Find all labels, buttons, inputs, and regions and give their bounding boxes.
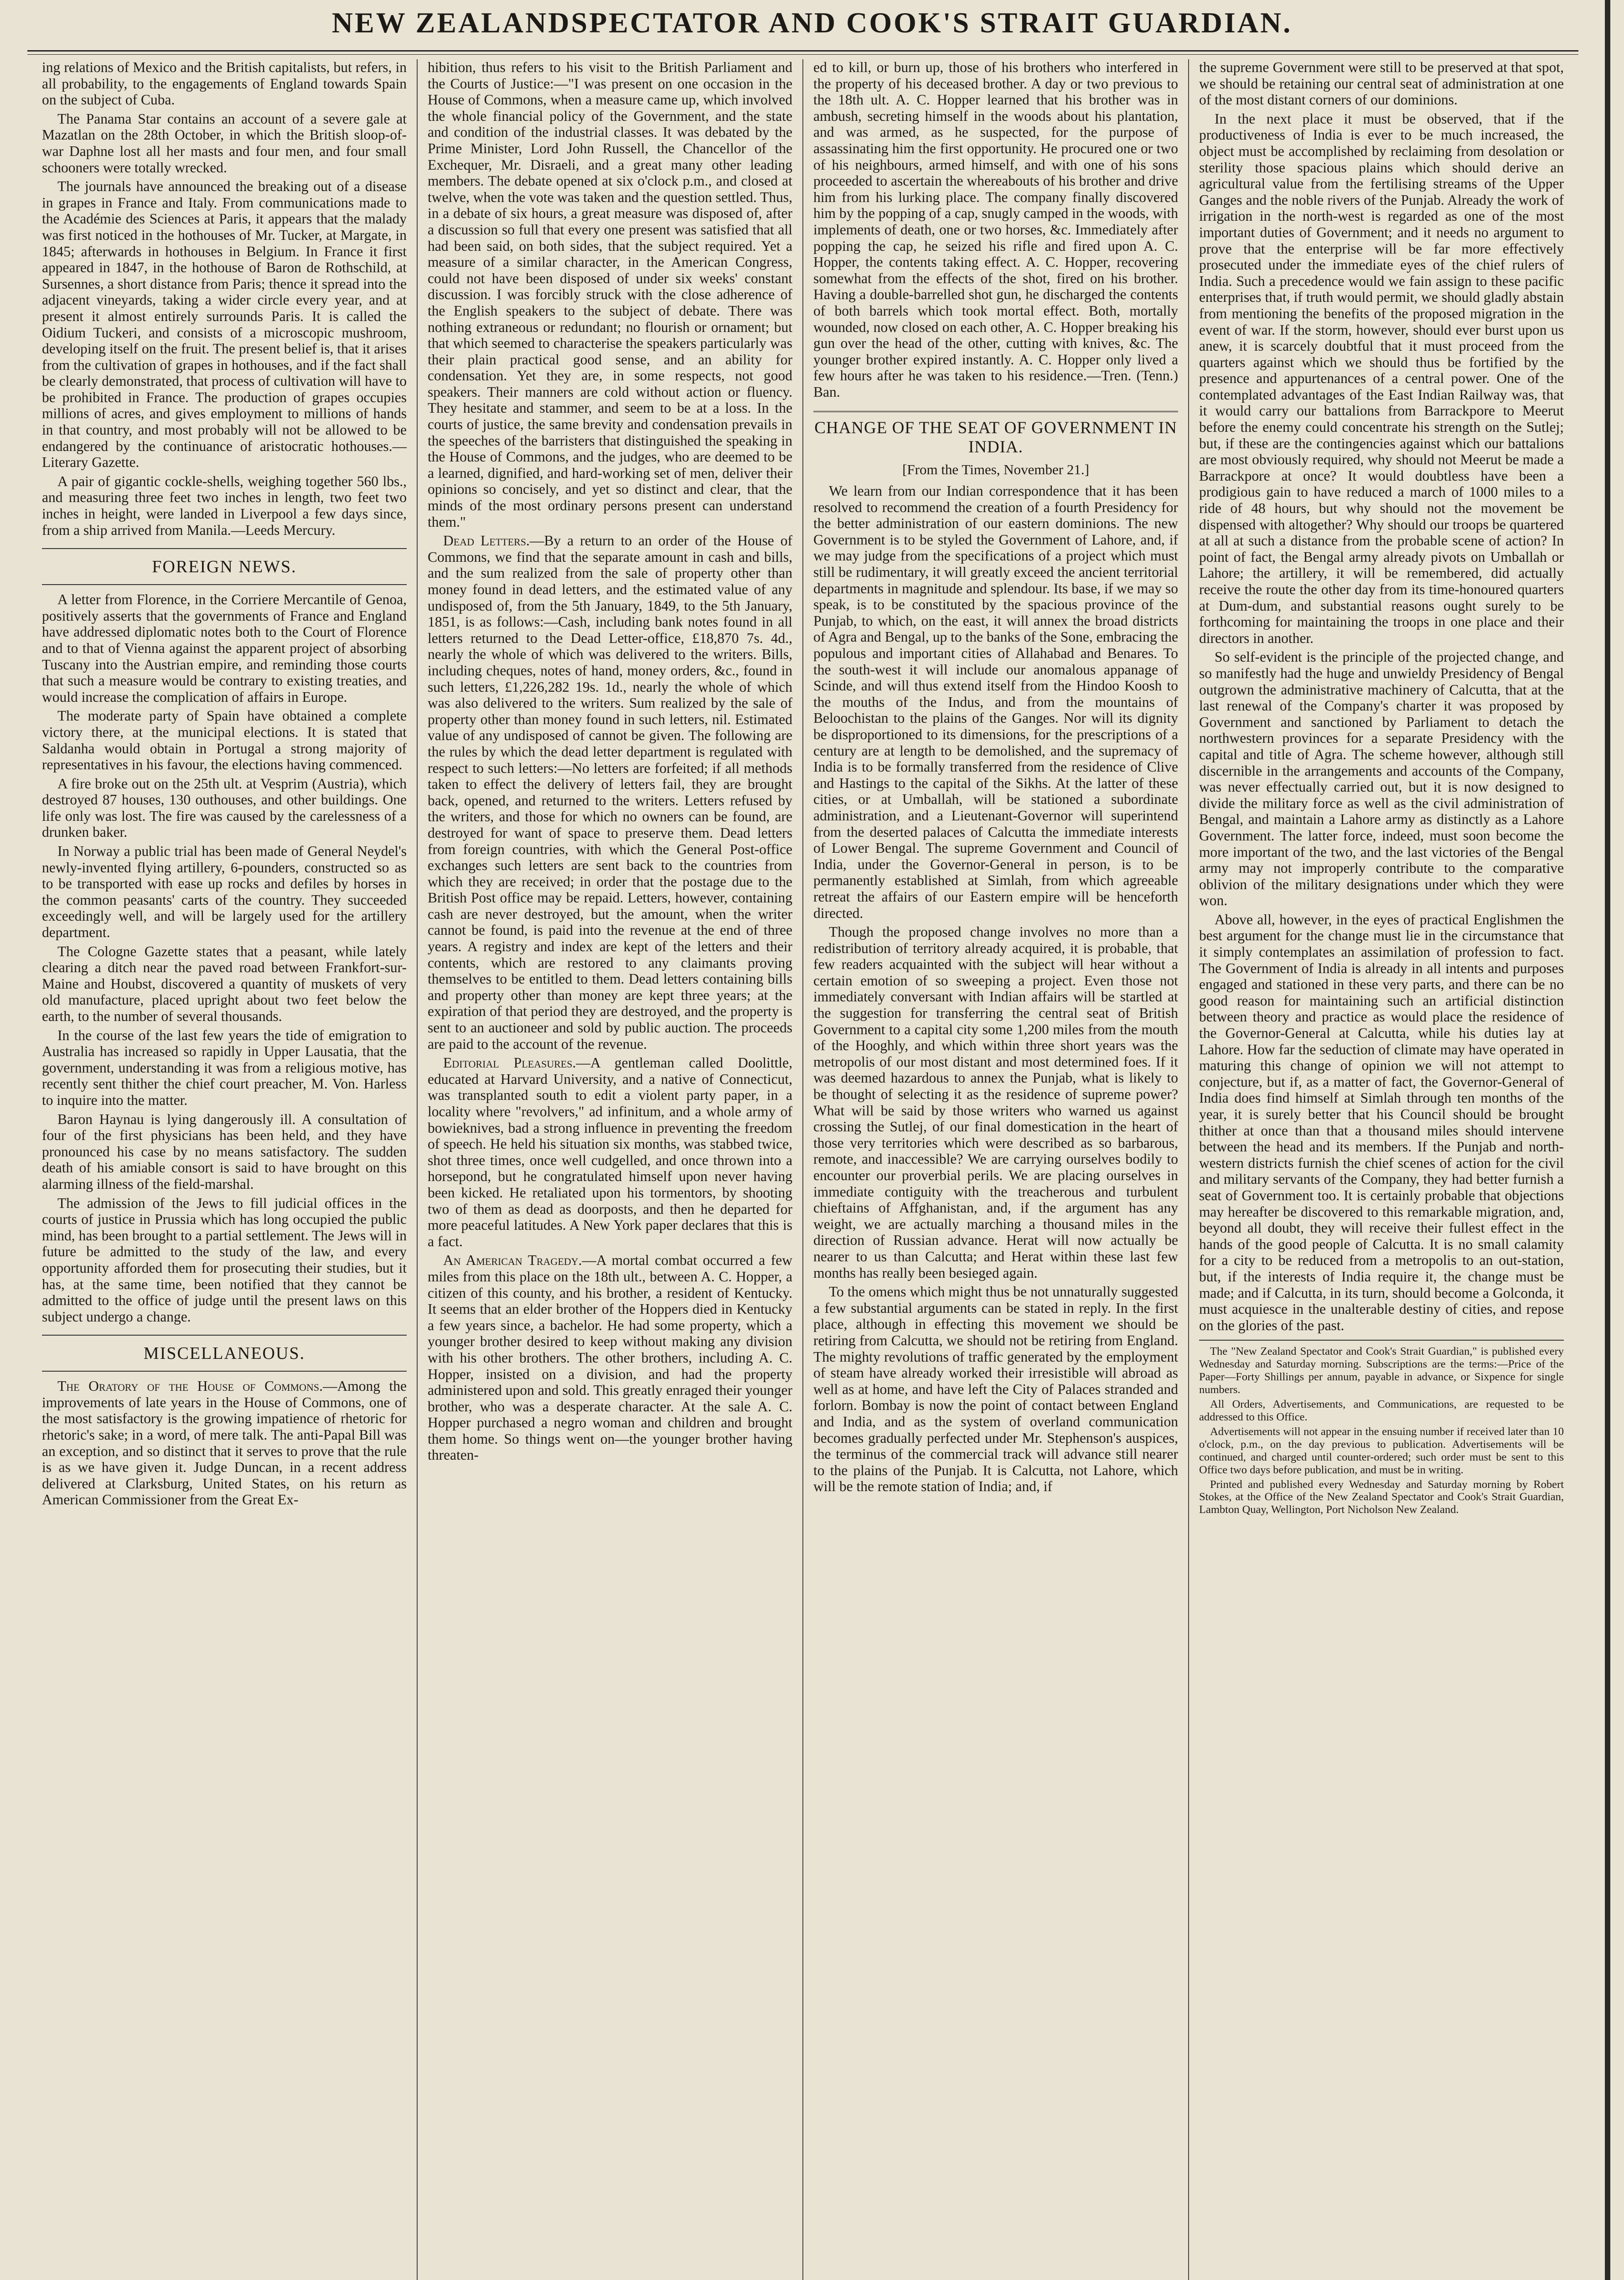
paragraph: hibition, thus refers to his visit to the British Parliament and the Courts of Justice:—"I was present on one occasion in the House of Commons, when a measure came up, which involved the whole financial policy of the Government, and the state and condition of the industrial classes. It was debated by the Prime Minister, Lord John Russell, the Chancellor of the Exchequer, Mr. Disraeli, and a great many other leading members. The debate opened at six o'clock p.m., and closed at twelve, when the vote was taken and the question settled. Thus, in a debate of six hours, a great measure was disposed of, after a discussion so full that every one present was satisfied that all had been said, on both sides, that the subject required. Yet a measure of a similar character, in the American Congress, could not have been disposed of under six weeks' constant discussion. I was forcibly struck with the close adherence of the English speakers to the subject of debate. There was nothing extraneous or redundant; no flourish or ornament; but that which seemed to characterise the speakers particularly was their plain practical good sense, and an ability for condensation. Yet they are, in some respects, not good speakers. Their manners are cold without action or fluency. They hesitate and stammer, and seem to be at a loss. In the courts of justice, the same brevity and condensation prevails in the speeches of the barristers that distinguished the speaking in the House of Commons, and the judges, who are deemed to be a learned, dignified, and hard-working set of men, deliver their opinions so concisely, and yet so distinct and clear, that the minds of the most ordinary persons present can understand them." (428, 59, 792, 530)
article-source: [From the Times, November 21.] (902, 461, 1089, 478)
section-heading-foreign-news: FOREIGN NEWS. (42, 548, 407, 585)
article-title-change-of-seat: CHANGE OF THE SEAT OF GOVERNMENT IN INDIA. (813, 411, 1178, 457)
column-1 (32, 59, 418, 2280)
paragraph: A letter from Florence, in the Corriere Mercantile of Genoa, positively asserts that the governments of France and England have addressed diplomatic notes both to the Court of Florence and to that of Vienna against the apparent project of absorbing Tuscany into the Austrian empire, and reminding those courts that such a measure would be contrary to existing treaties, and would increase the complication of affairs in Europe. (42, 591, 407, 705)
paragraph: We learn from our Indian correspondence that it has been resolved to recommend the creation of a fourth Presidency for the better administration of our eastern dominions. The new Government is to be styled the Government of Lahore, and, if we may judge from the specifications of a project which must still be rudimentary, it will greatly exceed the ancient territorial departments in magnitude and splendour. Its base, if we may so speak, is to be constituted by the spacious province of the Punjab, to which, on the east, it will annex the broad districts of Agra and Bengal, up to the banks of the Sone, embracing the populous and important cities of Allahabad and Benares. To the south-west it will include our anomalous appanage of Scinde, and will thus extend itself from the Hindoo Koosh to the mouths of the Indus, and from the mountains of Beloochistan to the plains of the Ganges. Nor will its dignity be disproportioned to its dimensions, for the prescriptions of a century are at length to be demolished, and the supremacy of India is to be formally transferred from the residence of Clive and Hastings to the capital of the Sikhs. At the latter of these cities, or at Umballah, will be stationed a subordinate administration, and a Lieutenant-Governor will superintend from the deserted palaces of Calcutta the immediate interests of Lower Bengal. The supreme Government and Council of India, under the Governor-General in person, is to be permanently established at Simlah, from which agreeable retreat the affairs of our Eastern empire will be henceforth directed. (813, 483, 1178, 921)
paragraph: the supreme Government were still to be preserved at that spot, we should be retaining our central seat of administration at one of the most distant corners of our dominions. (1199, 59, 1564, 108)
paragraph: The journals have announced the breaking out of a disease in grapes in France and Italy. From communications made to the Académie des Sciences at Paris, it appears that the malady was first noticed in the hothouses of Mr. Tucker, at Margate, in 1845; afterwards in hothouses in Belgium. In France it first appeared in 1847, in the hothouse of Baron de Rothschild, at Sursennes, a short distance from Paris; thence it spread into the adjacent vineyards, taking a wider circle every year, and at present it almost entirely surrounds Paris. It is called the Oidium Tuckeri, and consists of a microscopic mushroom, developing itself on the fruit. The present belief is, that it arises from the cultivation of grapes in hothouses, and if the fact shall be clearly demonstrated, that process of cultivation will have to be prohibited in France. The production of grapes occupies millions of acres, and gives employment to millions of hands in that country, and most probably will not be allowed to be endangered by the continuance of aristocratic hothouses.—Literary Gazette. (42, 178, 407, 471)
paragraph (428, 1055, 792, 1249)
paragraph-body: —A gentleman called Doolittle, educated at Harvard University, and a native of Connecticut, was transplanted south to edit a violent party paper, in a locality where "revolvers," ad infinitum, and a whole army of bowieknives, bad a strong influence in preventing the freedom of speech. He held his situation six months, was stabbed twice, shot three times, once well cudgelled, and once thrown into a horsepond, but he congratulated himself upon never having been kicked. He retaliated upon his tormentors, by shooting two of them as dead as doorposts, and then he departed for more peaceful latitudes. A New York paper declares that this is a fact. (428, 1055, 792, 1249)
paragraph: The admission of the Jews to fill judicial offices in the courts of justice in Prussia which has long occupied the public mind, has been brought to a partial settlement. The Jews will in future be admitted to the study of the law, and every opportunity afforded them for prosecuting their studies, but it has, at the same time, been notified that they cannot be admitted to the office of judge until the present laws on this subject undergo a change. (42, 1195, 407, 1325)
paragraph (428, 533, 792, 1052)
publication-imprint (1199, 1340, 1564, 1516)
masthead-title: NEW ZEALANDSPECTATOR AND COOK'S STRAIT GUARDIAN. (331, 6, 1293, 39)
paragraph-lead: The Oratory of the House of Commons. (57, 1378, 323, 1394)
paragraph (42, 1378, 407, 1508)
masthead-rule (27, 50, 1578, 55)
column-2 (418, 59, 803, 2280)
paragraph: The moderate party of Spain have obtained a complete victory there, at the municipal elections. It is stated that Saldanha would obtain in Portugal a strong majority of representatives in his favour, the elections having commenced. (42, 708, 407, 773)
paragraph: ing relations of Mexico and the British capitalists, but refers, in all probability, to the engagements of England towards Spain on the subject of Cuba. (42, 59, 407, 108)
paragraph-lead: Dead Letters. (443, 533, 530, 549)
imprint-paragraph: The "New Zealand Spectator and Cook's Strait Guardian," is published every Wednesday and Saturday morning. Subscriptions are the terms:—Price of the Paper—Forty Shillings per annum, payable in advance, or Sixpence for single numbers. (1199, 1345, 1564, 1396)
columns (32, 59, 1574, 2280)
paragraph: A pair of gigantic cockle-shells, weighing together 560 lbs., and measuring three feet two inches in length, two feet two inches in height, were landed in Liverpool a few days since, from a ship arrived from Manila.—Leeds Mercury. (42, 473, 407, 538)
paragraph: Baron Haynau is lying dangerously ill. A consultation of four of the first physicians has been held, and they have pronounced his case by no means satisfactory. The sudden death of his amiable consort is said to have brought on this alarming illness of the field-marshal. (42, 1111, 407, 1192)
page-edge-shadow (1605, 0, 1610, 2280)
imprint-paragraph: All Orders, Advertisements, and Communications, are requested to be addressed to this Office. (1199, 1398, 1564, 1423)
paragraph: Above all, however, in the eyes of practical Englishmen the best argument for the change must lie in the circumstance that it simply contemplates an assimilation of profession to fact. The Government of India is already in all intents and purposes engaged and stationed in these very parts, and there can be no good reason for maintaining such an artificial distinction between theory and practice as would place the residence of the Governor-General at Calcutta, while his duties lay at Lahore. How far the seduction of climate may have operated in maturing this change of opinion we will not attempt to conjecture, but if, as a matter of fact, the Governor-General of India does find himself at Simlah through ten months of the year, it is surely better that his Council should be brought thither at once than that a thousand miles should intervene between the head and its members. If the Punjab and north-western districts furnish the chief scenes of action for the civil and military servants of the Company, they had better furnish a seat of Government too. It is certainly probable that objections may hereafter be discovered to this remarkable migration, and, beyond all doubt, they will receive their fullest effect in the hands of the good people of Calcutta. It is no small calamity for a city to be reduced from a metropolis to an out-station, but, if the interests of India require it, the change must be made; and if Calcutta, in its turn, should become a Golconda, it must acquiesce in the unalterable destiny of cities, and repose on the glories of the past. (1199, 911, 1564, 1333)
masthead (0, 5, 1624, 41)
paragraph: Though the proposed change involves no more than a redistribution of territory already acquired, it is probable, that few readers acquainted with the subject will hear without a certain emotion of so sweeping a project. Even those not immediately conversant with Indian affairs will be startled at the suggestion for transferring the central seat of British Government to a capital city some 1,200 miles from the mouth of the Hooghly, and which within three short years was the metropolis of our most distant and most determined foes. If it was deemed hazardous to annex the Punjab, what is likely to be thought of selecting it as the residence of supreme power? What will be said by those writers who warned us against crossing the Sutlej, of our final domestication in the heart of those very territories which were described as so barbarous, remote, and inaccessible? We are carrying ourselves bodily to encounter our proverbial perils. We are placing ourselves in immediate contiguity with the treacherous and turbulent chieftains of Affghanistan, and, if the argument has any weight, we are actually marching a thousand miles in the direction of Russian advance. Herat will now actually be nearer to us than Calcutta; and Herat within these last few months has really been besieged again. (813, 924, 1178, 1281)
imprint-paragraph: Advertisements will not appear in the ensuing number if received later than 10 o'clock, p.m., on the day previous to publication. Advertisements will be continued, and charged until counter-ordered; such order must be sent to this Office two days before publication, and must be in writing. (1199, 1425, 1564, 1476)
paragraph-lead: Editorial Pleasures. (443, 1055, 576, 1071)
paragraph-body: —A mortal combat occurred a few miles from this place on the 18th ult., between A. C. Hopper, a citizen of this county, and his brother, a resident of Kentucky. It seems that an elder brother of the Hoppers died in Kentucky a few years since, a bachelor. He had some property, which a younger brother desired to keep without making any division with his other brothers. The other brothers, including A. C. Hopper, insisted on a division, and had the property administered upon and sold. This greatly enraged their younger brother, who was a desperate character. At the sale A. C. Hopper purchased a negro woman and children and brought them home. So things went on—the younger brother having threaten- (428, 1252, 793, 1463)
paragraph: In Norway a public trial has been made of General Neydel's newly-invented flying artillery, 6-pounders, constructed so as to be transported with ease up rocks and defiles by horses in the common peasants' carts of the country. They succeeded exceedingly well, and will be largely used for the artillery department. (42, 843, 407, 941)
paragraph-body: —By a return to an order of the House of Commons, we find that the separate amount in cash and bills, and the sum realized from the sale of property other than money found in dead letters, and the estimated value of any undisposed of, from the 5th January, 1849, to the 5th January, 1851, is as follows:—Cash, including bank notes found in all letters returned to the Dead Letter-office, £18,870 7s. 4d., nearly the whole of which was delivered to the writers. Bills, including cheques, notes of hand, money orders, &c., found in such letters, £1,226,282 19s. 1d., nearly the whole of which was also delivered to the writers. Sum realized by the sale of property other than money found in such letters, nil. Estimated value of any undisposed of cannot be given. The following are the rules by which the dead letter department is regulated with respect to such letters:—No letters are forfeited; if all methods taken to effect the delivery of letters fail, they are brought back, opened, and returned to the writers. Letters refused by the writers, and those for which no owners can be found, are destroyed for want of space to preserve them. Dead letters from foreign countries, with which the General Post-office exchanges such letters are sent back to the countries from which they are received; in order that the postage due to the British Post office may be repaid. Letters, however, containing cash are never destroyed, but the amount, when the writer cannot be found, is paid into the revenue at the end of three years. A registry and index are kept of the letters and their contents, which are restored to any claimants proving themselves to be entitled to them. Dead letters containing bills and property other than money are kept three years; at the expiration of that period they are destroyed, and the property is sent to an auctioneer and sold by public auction. The proceeds are paid to the account of the revenue. (428, 533, 792, 1052)
paragraph: A fire broke out on the 25th ult. at Vesprim (Austria), which destroyed 87 houses, 130 outhouses, and other buildings. One life only was lost. The fire was caused by the carelessness of a drunken baker. (42, 775, 407, 840)
paragraph: To the omens which might thus be not unnaturally suggested a few substantial arguments can be stated in reply. In the first place, although in effecting this movement we should be retiring from Calcutta, we should not be retiring from England. The mighty revolutions of traffic generated by the employment of steam have already worked their irresistible will abroad as well as at home, and have left the City of Palaces stranded and forlorn. Bombay is now the point of contact between England and India, and as the system of overland communication becomes gradually perfected under Mr. Stephenson's auspices, the terminus of the commercial track will advance still nearer to the plains of the Punjab. It is Calcutta, not Lahore, which will be the remote station of India; and, if (813, 1284, 1178, 1495)
paragraph: The Cologne Gazette states that a peasant, while lately clearing a ditch near the paved road between Frankfort-sur-Maine and Houbst, discovered a quantity of muskets of very old manufacture, placed upright about two feet below the earth, to the number of several thousands. (42, 943, 407, 1024)
paragraph: The Panama Star contains an account of a severe gale at Mazatlan on the 28th October, in which the British sloop-of-war Daphne lost all her masts and four men, and four small schooners were totally wrecked. (42, 110, 407, 176)
paragraph: ed to kill, or burn up, those of his brothers who interfered in the property of his deceased brother. A day or two previous to the 18th ult. A. C. Hopper learned that his brother was in ambush, secreting himself in the woods about his plantation, and was armed, as he suspected, for the purpose of assassinating him the first opportunity. He procured one or two of his neighbours, armed himself, and with one of his sons proceeded to ascertain the whereabouts of his brother and drive him from his lurking place. The company finally discovered him by the popping of a cap, snugly camped in the woods, with implements of death, one or two horses, &c. Immediately after popping the cap, he seized his rifle and fired upon A. C. Hopper, the contents taking effect. A. C. Hopper, recovering somewhat from the effects of the shot, fired on his brother. Having a double-barrelled shot gun, he discharged the contents of both barrels which took mortal effect. Both, mortally wounded, now closed on each other, A. C. Hopper breaking his gun over the head of the other, cutting with knives, &c. The younger brother expired instantly. A. C. Hopper only lived a few hours after he was taken to his residence.—Tren. (Tenn.) Ban. (813, 59, 1178, 400)
paragraph: In the next place it must be observed, that if the productiveness of India is ever to be much increased, the object must be accomplished by reclaiming from desolation or sterility those spacious plains which should derive an agricultural value from the fertilising streams of the Upper Ganges and the noble rivers of the Punjab. Already the work of irrigation in the north-west is regarded as one of the most important duties of Government; and it needs no argument to prove that the enterprise will be far more effectively prosecuted under the immediate eyes of the chief rulers of India. Such a precedence would we fain assign to these pacific enterprises that, if truth would permit, we should gladly abstain from mentioning the benefits of the proposed migration in the event of war. If the storm, however, should ever burst upon us anew, it is scarcely doubtful that it must proceed from the quarters against which we should thus be fortified by the presence and appurtenances of a central power. One of the contemplated advantages of the East Indian Railway was, that it would carry our battalions from Barrackpore to Meerut before the enemy could concentrate his strength on the Sutlej; but, if these are the contingencies against which our battalions are most obviously required, why should not Meerut be made a Barrackpore at once? It would doubtless have been a prodigious gain to have reduced a march of 1000 miles to a ride of 48 hours, but why should not the movement be dispensed with altogether? Why should our troops be quartered at all at such a distance from the probable scene of action? In point of fact, the Bengal army already pivots on Umballah or Lahore; the artillery, it will be remembered, did actually receive the route the other day from its time-honoured quarters at Dum-dum, and substantial reasons ought surely to be forthcoming for maintaining the troops in one place and their directors in another. (1199, 110, 1564, 646)
paragraph (428, 1252, 792, 1463)
paragraph: So self-evident is the principle of the projected change, and so manifestly had the huge and unwieldy Presidency of Bengal outgrown the administrative machinery of Calcutta, that at the last renewal of the Company's charter it was proposed by Government and sanctioned by Parliament to detach the northwestern provinces for a separate Presidency with the capital and title of Agra. The scheme however, although still discernible in the arrangements and accounts of the Company, was never effectually carried out, but it is now designed to divide the military force as well as the civil administration of Bengal, and maintain a Lahore army as distinctly as a Lahore Government. The latter force, indeed, must soon become the more important of the two, and the last victories of the Bengal army may not improperly contribute to the comparative oblivion of the military designations under which they were won. (1199, 649, 1564, 909)
column-3 (803, 59, 1189, 2280)
column-4 (1189, 59, 1574, 2280)
paragraph: In the course of the last few years the tide of emigration to Australia has increased so rapidly in Upper Lausatia, that the government, understanding it was from a religious motive, has recently sent thither the chief court preacher, M. Von. Harless to inquire into the matter. (42, 1027, 407, 1108)
imprint-paragraph: Printed and published every Wednesday and Saturday morning by Robert Stokes, at the Office of the New Zealand Spectator and Cook's Strait Guardian, Lambton Quay, Wellington, Port Nicholson New Zealand. (1199, 1478, 1564, 1516)
paragraph-body: —Among the improvements of late years in the House of Commons, one of the most satisfactory is the growing impatience of rhetoric for rhetoric's sake; in a word, of mere talk. The anti-Papal Bill was an exception, and so distinct that it serves to prove that the rule is as we have given it. Judge Duncan, in a recent address delivered at Clarksburg, United States, on his return as American Commissioner from the Great Ex- (42, 1378, 407, 1508)
section-heading-miscellaneous: MISCELLANEOUS. (42, 1335, 407, 1372)
paragraph-lead: An American Tragedy. (443, 1252, 582, 1269)
